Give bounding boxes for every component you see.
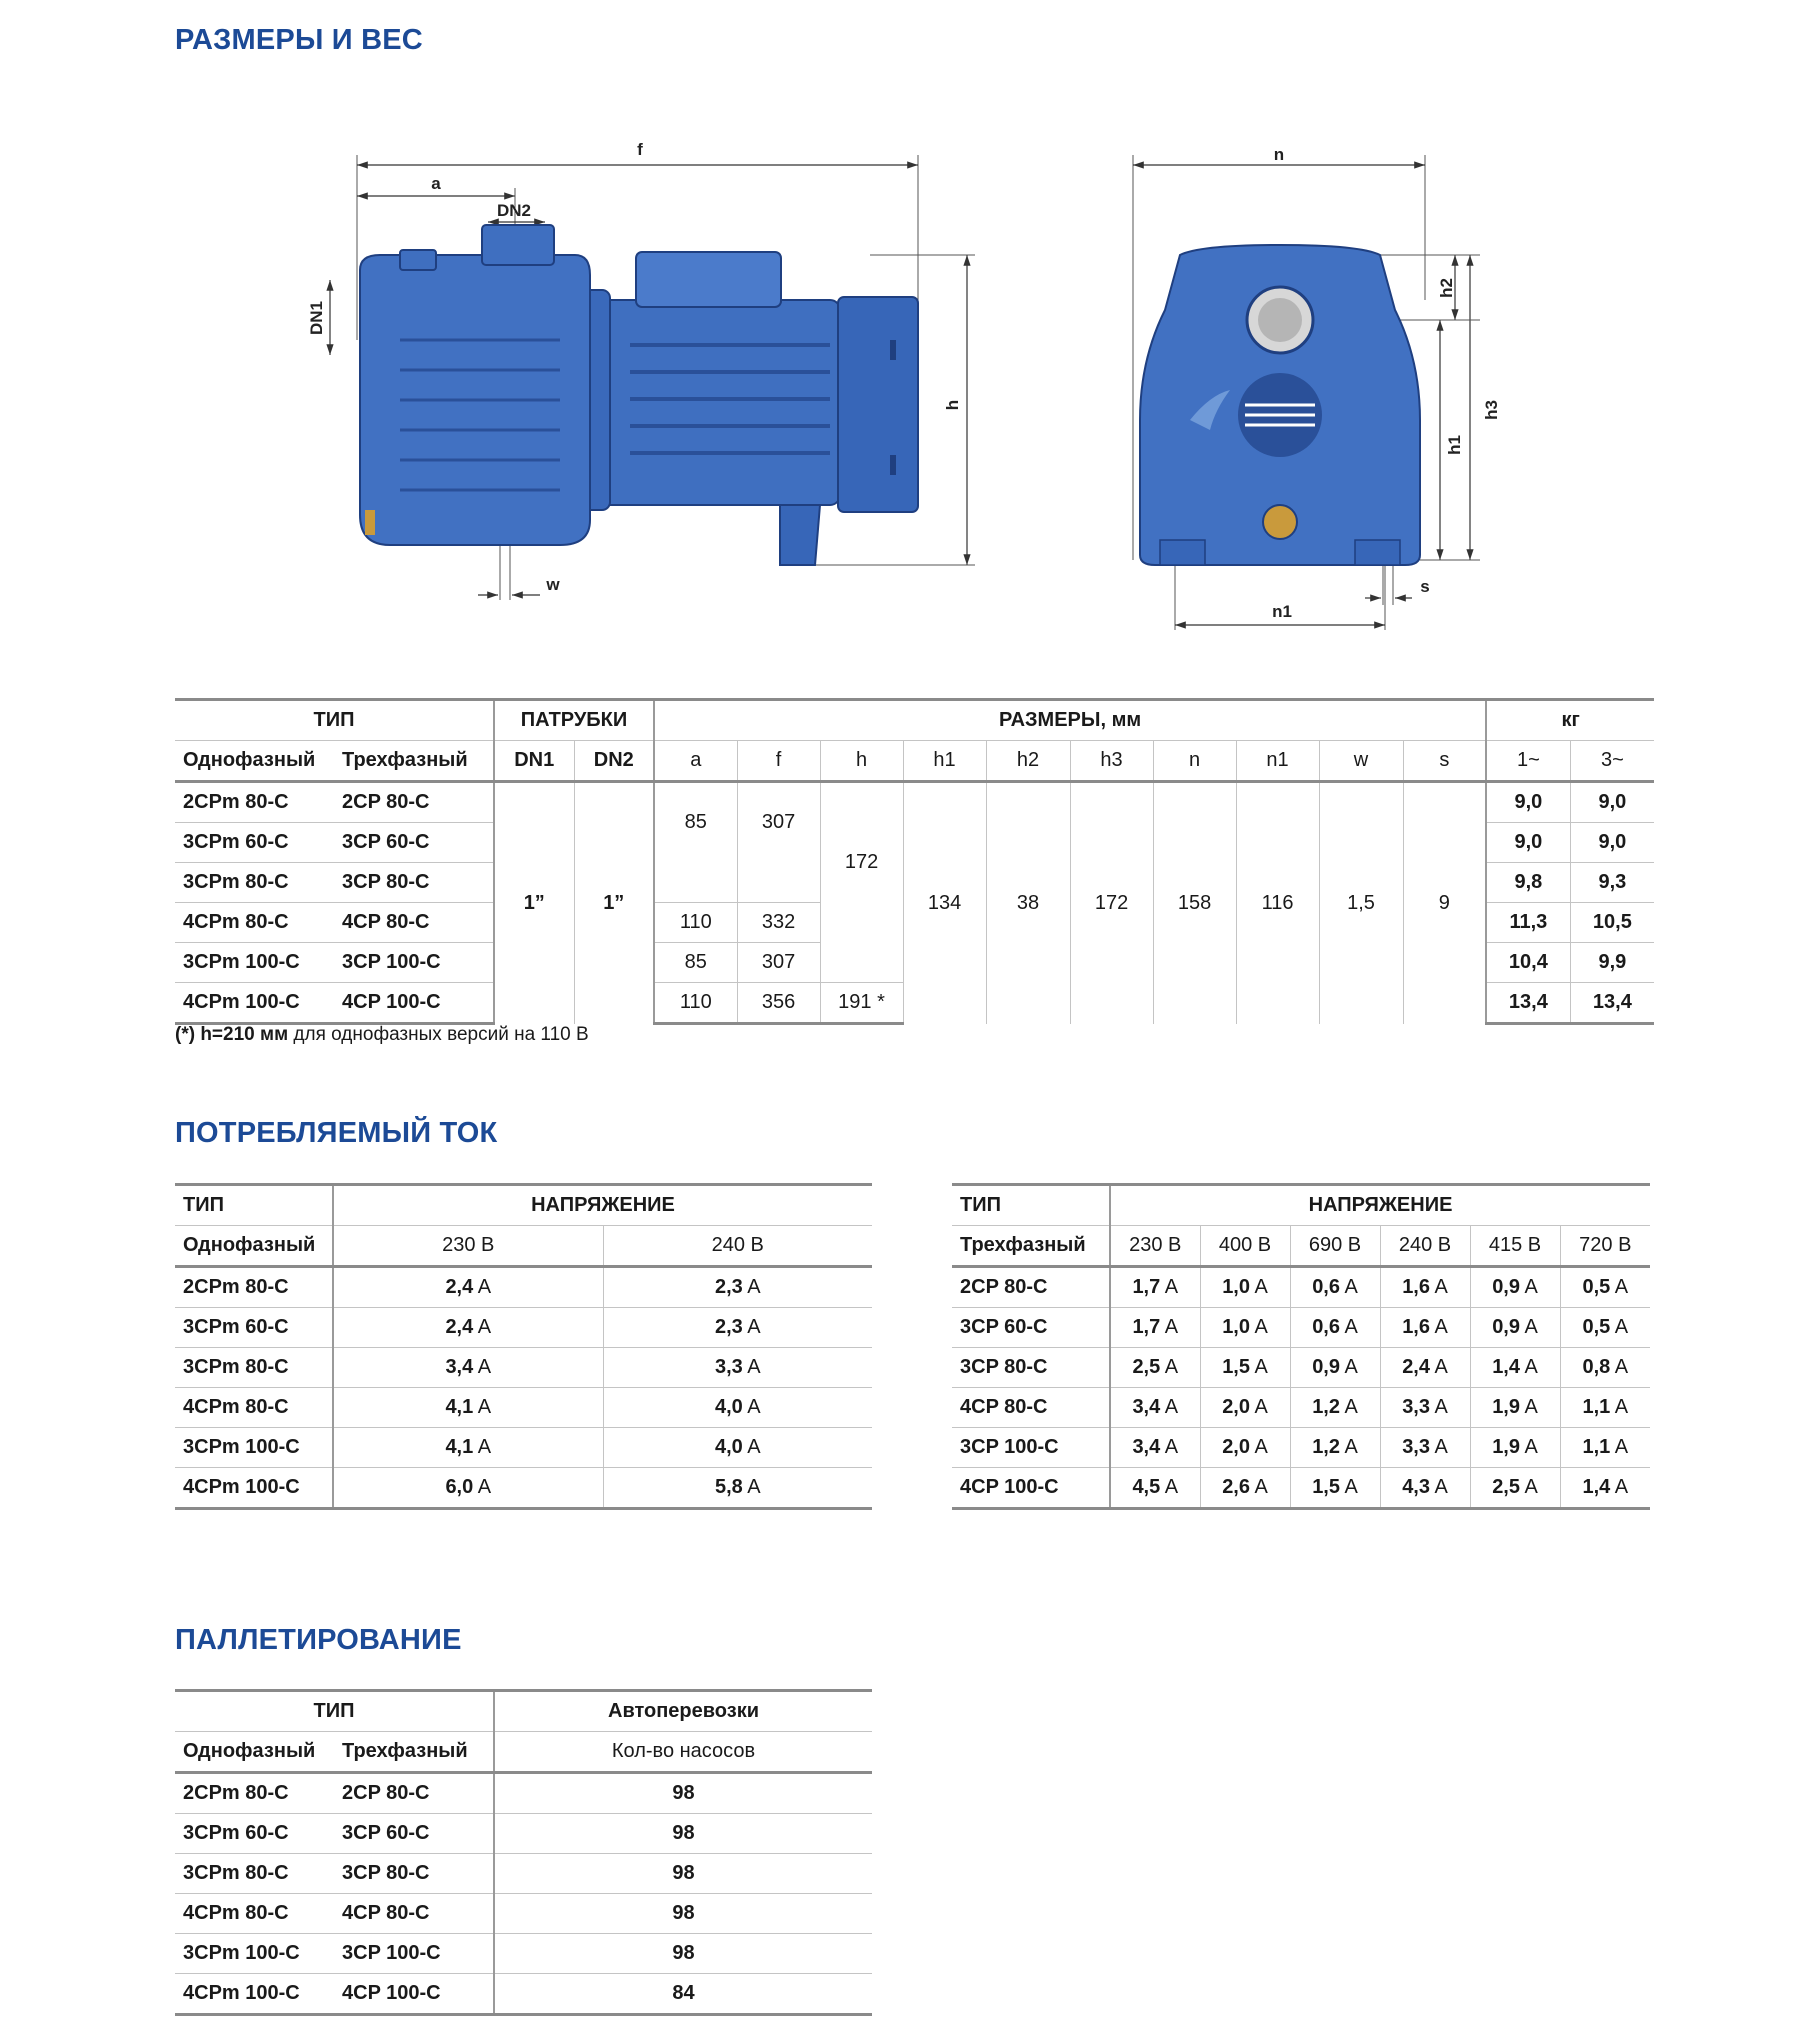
current-cell: 2,4 A	[333, 1267, 603, 1308]
dim-f-label: f	[637, 140, 643, 159]
type-three: 3CP 80-C	[334, 863, 494, 903]
type-three: 3CP 80-C	[952, 1348, 1110, 1388]
type-three: 4CP 100-C	[952, 1468, 1110, 1509]
current-cell: 0,9 A	[1470, 1267, 1560, 1308]
weight-1ph: 13,4	[1486, 983, 1570, 1024]
type-three: 4CP 100-C	[334, 1974, 494, 2015]
weight-3ph: 9,0	[1570, 782, 1654, 823]
type-three: 3CP 100-C	[334, 1934, 494, 1974]
cur1-header-type: ТИП	[175, 1185, 333, 1226]
type-three: 3CP 80-C	[334, 1854, 494, 1894]
dim-s-label: s	[1420, 577, 1430, 596]
current-cell: 3,3 A	[1380, 1388, 1470, 1428]
current-cell: 4,1 A	[333, 1388, 603, 1428]
pallet-sub-three: Трехфазный	[334, 1732, 494, 1773]
type-three: 2CP 80-C	[952, 1267, 1110, 1308]
pump-count: 98	[494, 1814, 872, 1854]
current-cell: 1,1 A	[1560, 1428, 1650, 1468]
dim-sub-h: h	[820, 741, 903, 782]
type-single: 3CPm 60-C	[175, 1308, 333, 1348]
current-cell: 3,4 A	[1110, 1388, 1200, 1428]
current-cell: 0,9 A	[1470, 1308, 1560, 1348]
current-cell: 1,6 A	[1380, 1308, 1470, 1348]
current-cell: 6,0 A	[333, 1468, 603, 1509]
n-value: 158	[1153, 782, 1236, 1024]
type-single: 3CPm 100-C	[175, 1934, 334, 1974]
type-single: 3CPm 60-C	[175, 1814, 334, 1854]
type-single: 4CPm 100-C	[175, 1468, 333, 1509]
type-three: 4CP 80-C	[334, 903, 494, 943]
table-row	[952, 1468, 1650, 1509]
table-row	[175, 1854, 872, 1894]
pallet-table	[175, 1689, 872, 2016]
pallet-header-transport: Автоперевозки	[494, 1691, 872, 1732]
current-cell: 3,3 A	[603, 1348, 872, 1388]
table-row	[952, 1388, 1650, 1428]
table-row	[175, 1348, 872, 1388]
dim-sub-single: Однофазный	[175, 741, 334, 782]
dim-sub-three: Трехфазный	[334, 741, 494, 782]
pallet-header-type: ТИП	[175, 1691, 494, 1732]
weight-1ph: 9,0	[1486, 782, 1570, 823]
type-single: 4CPm 80-C	[175, 903, 334, 943]
current-title: ПОТРЕБЛЯЕМЫЙ ТОК	[175, 1117, 498, 1149]
cur3-header-type: ТИП	[952, 1185, 1110, 1226]
current-cell: 1,4 A	[1470, 1348, 1560, 1388]
type-single: 3CPm 100-C	[175, 943, 334, 983]
current-cell: 2,4 A	[333, 1308, 603, 1348]
dim-sub-h3: h3	[1070, 741, 1153, 782]
h2-value: 38	[986, 782, 1070, 1024]
type-three: 4CP 100-C	[334, 983, 494, 1024]
current-cell: 2,5 A	[1470, 1468, 1560, 1509]
pump-dimension-diagram	[0, 0, 1812, 660]
table-row	[175, 1894, 872, 1934]
dim-header-type: ТИП	[175, 700, 494, 741]
dim-header-sizes: РАЗМЕРЫ, мм	[654, 700, 1486, 741]
table-row	[175, 1267, 872, 1308]
table-row	[952, 1428, 1650, 1468]
pump-count: 98	[494, 1854, 872, 1894]
table-row	[175, 1814, 872, 1854]
table-row	[175, 1974, 872, 2015]
current-cell: 1,7 A	[1110, 1308, 1200, 1348]
type-single: 3CPm 80-C	[175, 1348, 333, 1388]
type-three: 4CP 80-C	[952, 1388, 1110, 1428]
table-row	[175, 1773, 872, 1814]
type-three: 3CP 100-C	[334, 943, 494, 983]
cur1-voltage: 240 В	[603, 1226, 872, 1267]
table-row	[952, 1308, 1650, 1348]
current-cell: 2,5 A	[1110, 1348, 1200, 1388]
weight-3ph: 9,9	[1570, 943, 1654, 983]
f-value: 307	[737, 943, 820, 983]
type-single: 4CPm 80-C	[175, 1388, 333, 1428]
type-single: 3CPm 60-C	[175, 823, 334, 863]
type-single: 3CPm 80-C	[175, 863, 334, 903]
dim-sub-h1: h1	[903, 741, 986, 782]
table-row	[175, 1388, 872, 1428]
current-cell: 0,6 A	[1290, 1308, 1380, 1348]
pump-count: 98	[494, 1934, 872, 1974]
table-row	[952, 1348, 1650, 1388]
current-cell: 1,5 A	[1200, 1348, 1290, 1388]
type-single: 2CPm 80-C	[175, 1773, 334, 1814]
type-three: 3CP 100-C	[952, 1428, 1110, 1468]
current-cell: 2,3 A	[603, 1308, 872, 1348]
dim-h1-label: h1	[1445, 435, 1464, 455]
cur3-voltage: 720 В	[1560, 1226, 1650, 1267]
current-cell: 4,5 A	[1110, 1468, 1200, 1509]
current-cell: 1,0 A	[1200, 1267, 1290, 1308]
type-single: 3CPm 80-C	[175, 1854, 334, 1894]
current-cell: 2,6 A	[1200, 1468, 1290, 1509]
weight-3ph: 13,4	[1570, 983, 1654, 1024]
current-cell: 2,0 A	[1200, 1388, 1290, 1428]
dim-n-label: n	[1273, 145, 1285, 164]
current-cell: 4,0 A	[603, 1428, 872, 1468]
table-row	[175, 782, 1654, 823]
f-value: 356	[737, 983, 820, 1024]
dim-sub-n1: n1	[1236, 741, 1319, 782]
current-cell: 4,1 A	[333, 1428, 603, 1468]
current-cell: 3,4 A	[1110, 1428, 1200, 1468]
current-cell: 1,4 A	[1560, 1468, 1650, 1509]
current-single-phase-table	[175, 1183, 872, 1510]
dimensions-table	[175, 698, 1654, 1025]
type-three: 3CP 60-C	[334, 1814, 494, 1854]
current-cell: 0,9 A	[1290, 1348, 1380, 1388]
w-value: 1,5	[1319, 782, 1403, 1024]
pump-count: 98	[494, 1894, 872, 1934]
type-three: 4CP 80-C	[334, 1894, 494, 1934]
current-cell: 2,4 A	[1380, 1348, 1470, 1388]
type-three: 3CP 60-C	[952, 1308, 1110, 1348]
table-row	[952, 1267, 1650, 1308]
table-row	[175, 1468, 872, 1509]
dim-sub-dn1: DN1	[494, 741, 574, 782]
dn2-value: 1”	[574, 782, 654, 1024]
footnote-bold: (*) h=210 мм	[175, 1024, 289, 1045]
dim-sub-h2: h2	[986, 741, 1070, 782]
dn1-value: 1”	[494, 782, 574, 1024]
current-cell: 0,8 A	[1560, 1348, 1650, 1388]
dim-sub-n: n	[1153, 741, 1236, 782]
cur3-sub-type: Трехфазный	[952, 1226, 1110, 1267]
weight-3ph: 10,5	[1570, 903, 1654, 943]
pump-side-view	[307, 140, 975, 600]
current-cell: 1,5 A	[1290, 1468, 1380, 1509]
current-cell: 5,8 A	[603, 1468, 872, 1509]
dim-h2-label: h2	[1437, 278, 1456, 298]
dim-sub-a: a	[654, 741, 737, 782]
dim-header-ports: ПАТРУБКИ	[494, 700, 654, 741]
current-cell: 1,9 A	[1470, 1428, 1560, 1468]
dim-sub-3ph: 3~	[1570, 741, 1654, 782]
dim-sub-s: s	[1403, 741, 1486, 782]
type-three: 2CP 80-C	[334, 1773, 494, 1814]
current-cell: 2,0 A	[1200, 1428, 1290, 1468]
current-cell: 1,9 A	[1470, 1388, 1560, 1428]
cur3-voltage: 415 В	[1470, 1226, 1560, 1267]
dim-sub-1ph: 1~	[1486, 741, 1570, 782]
current-cell: 0,5 A	[1560, 1267, 1650, 1308]
current-cell: 2,3 A	[603, 1267, 872, 1308]
type-three: 2CP 80-C	[334, 782, 494, 823]
n1-value: 116	[1236, 782, 1319, 1024]
dim-h3-label: h3	[1482, 400, 1501, 420]
type-single: 3CPm 100-C	[175, 1428, 333, 1468]
current-cell: 0,6 A	[1290, 1267, 1380, 1308]
current-cell: 3,3 A	[1380, 1428, 1470, 1468]
footnote	[175, 1024, 589, 1046]
f-value: 332	[737, 903, 820, 943]
weight-1ph: 9,8	[1486, 863, 1570, 903]
dim-sub-dn2: DN2	[574, 741, 654, 782]
cur3-voltage: 230 В	[1110, 1226, 1200, 1267]
table-row	[175, 1934, 872, 1974]
dim-w-label: w	[546, 575, 560, 594]
type-single: 4CPm 100-C	[175, 983, 334, 1024]
dim-dn2-label: DN2	[496, 201, 532, 220]
current-cell: 1,0 A	[1200, 1308, 1290, 1348]
pump-count: 98	[494, 1773, 872, 1814]
dim-n1-label: n1	[1272, 602, 1292, 621]
current-cell: 1,1 A	[1560, 1388, 1650, 1428]
pallet-sub-count: Кол-во насосов	[494, 1732, 872, 1773]
cur3-voltage: 690 В	[1290, 1226, 1380, 1267]
a-value: 110	[654, 903, 737, 943]
h1-value: 134	[903, 782, 986, 1024]
cur3-header-voltage: НАПРЯЖЕНИЕ	[1110, 1185, 1650, 1226]
dimensions-title: РАЗМЕРЫ И ВЕС	[175, 24, 423, 56]
type-single: 2CPm 80-C	[175, 1267, 333, 1308]
h3-value: 172	[1070, 782, 1153, 1024]
current-cell: 1,2 A	[1290, 1388, 1380, 1428]
footnote-text: для однофазных версий на 110 В	[288, 1024, 589, 1045]
cur3-voltage: 400 В	[1200, 1226, 1290, 1267]
current-cell: 1,7 A	[1110, 1267, 1200, 1308]
weight-3ph: 9,0	[1570, 823, 1654, 863]
h-value: 191 *	[820, 983, 903, 1024]
dim-a-label: a	[431, 174, 441, 193]
weight-1ph: 10,4	[1486, 943, 1570, 983]
dim-sub-w: w	[1319, 741, 1403, 782]
pallet-title: ПАЛЛЕТИРОВАНИЕ	[175, 1624, 462, 1656]
type-single: 2CPm 80-C	[175, 782, 334, 823]
current-three-phase-table	[952, 1183, 1650, 1510]
pallet-sub-single: Однофазный	[175, 1732, 334, 1773]
cur1-voltage: 230 В	[333, 1226, 603, 1267]
f-value: 307	[737, 782, 820, 903]
type-three: 3CP 60-C	[334, 823, 494, 863]
h-value: 172	[820, 782, 903, 983]
weight-3ph: 9,3	[1570, 863, 1654, 903]
table-row	[175, 1308, 872, 1348]
current-cell: 1,6 A	[1380, 1267, 1470, 1308]
weight-1ph: 11,3	[1486, 903, 1570, 943]
s-value: 9	[1403, 782, 1486, 1024]
type-single: 4CPm 100-C	[175, 1974, 334, 2015]
cur1-sub-type: Однофазный	[175, 1226, 333, 1267]
cur1-header-voltage: НАПРЯЖЕНИЕ	[333, 1185, 872, 1226]
a-value: 85	[654, 782, 737, 903]
pump-front-view	[1133, 145, 1501, 630]
pump-count: 84	[494, 1974, 872, 2015]
current-cell: 1,2 A	[1290, 1428, 1380, 1468]
a-value: 110	[654, 983, 737, 1024]
dim-header-kg: кг	[1486, 700, 1654, 741]
type-single: 4CPm 80-C	[175, 1894, 334, 1934]
dim-h-label: h	[943, 399, 962, 411]
dim-sub-f: f	[737, 741, 820, 782]
current-cell: 4,0 A	[603, 1388, 872, 1428]
table-row	[175, 1428, 872, 1468]
weight-1ph: 9,0	[1486, 823, 1570, 863]
current-cell: 4,3 A	[1380, 1468, 1470, 1509]
cur3-voltage: 240 В	[1380, 1226, 1470, 1267]
a-value: 85	[654, 943, 737, 983]
dim-dn1-label: DN1	[307, 300, 326, 336]
current-cell: 3,4 A	[333, 1348, 603, 1388]
current-cell: 0,5 A	[1560, 1308, 1650, 1348]
